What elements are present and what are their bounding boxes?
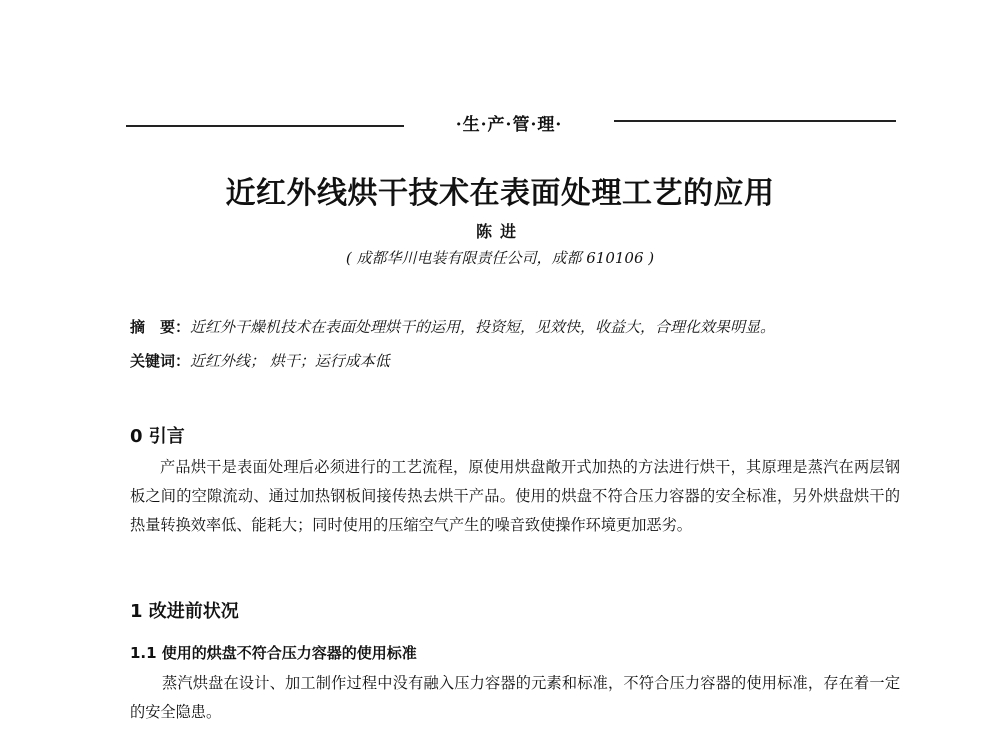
intro-paragraph: 产品烘干是表面处理后必须进行的工艺流程，原使用烘盘敞开式加热的方法进行烘干，其原理是蒸汽在两层钢板之间的空隙流动、通过加热钢板间接传热去烘干产品。使用的烘盘不符合压力容器的安全标准，另外烘盘烘干的热量转换效率低、能耗大；同时使用的压缩空气产生的噪音致使操作环境更加恶劣。 — [130, 458, 900, 534]
article-affiliation: ( 成都华川电装有限责任公司，成都 610106 ) — [345, 249, 655, 267]
keywords-label: 关键词： — [130, 352, 191, 370]
subsection-heading-1-1: 1.1 使用的烘盘不符合压力容器的使用标准 — [130, 644, 417, 662]
column-tag: ·生·产·管·理· — [455, 115, 563, 135]
keywords-text: 近红外线； 烘干；运行成本低 — [190, 352, 390, 370]
section-heading-intro: 0 引言 — [130, 426, 185, 447]
header-rule-left — [126, 125, 404, 127]
subsection-1-1-paragraph: 蒸汽烘盘在设计、加工制作过程中没有融入压力容器的元素和标准，不符合压力容器的使用标准，存在着一定的安全隐患。 — [130, 674, 900, 721]
section-heading-before-improvement: 1 改进前状况 — [130, 601, 239, 622]
abstract — [130, 316, 900, 337]
article-title: 近红外线烘干技术在表面处理工艺的应用 — [225, 176, 775, 211]
abstract-text: 近红外干燥机技术在表面处理烘干的运用，投资短，见效快，收益大，合理化效果明显。 — [190, 318, 776, 336]
abstract-label: 摘 要： — [130, 318, 191, 336]
article-author: 陈进 — [475, 222, 524, 241]
header-rule-right — [614, 120, 896, 122]
keywords — [130, 350, 900, 371]
